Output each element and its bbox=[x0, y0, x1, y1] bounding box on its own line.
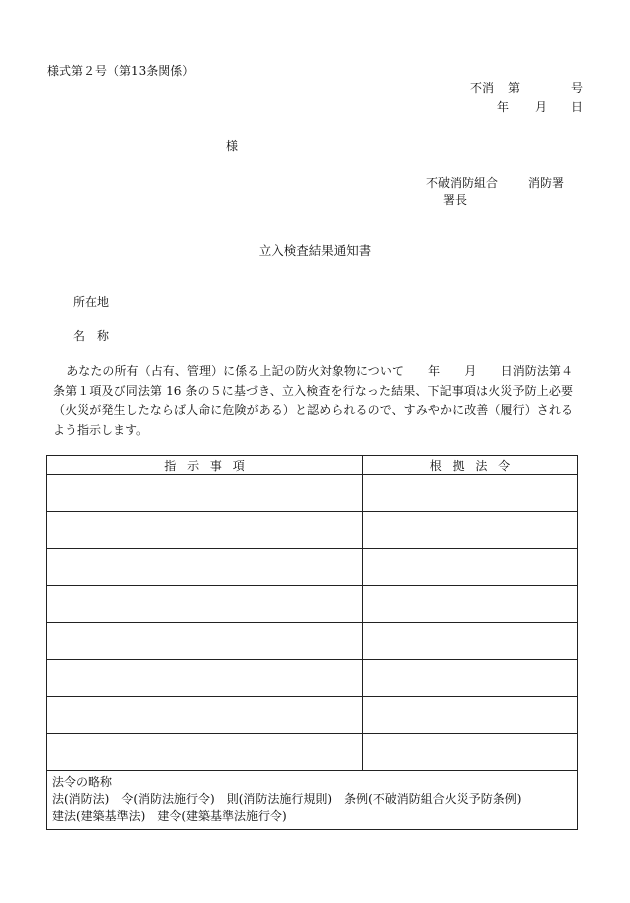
document-title: 立入検査結果通知書 bbox=[258, 243, 372, 258]
legal-basis-cell bbox=[363, 623, 578, 660]
legal-basis-cell bbox=[363, 697, 578, 734]
doc-number-dai: 第 bbox=[508, 81, 521, 95]
table-row bbox=[47, 475, 578, 512]
form-number: 様式第２号（第13条関係） bbox=[47, 64, 195, 78]
abbreviations-row bbox=[47, 771, 578, 830]
instruction-cell bbox=[47, 475, 363, 512]
instruction-cell bbox=[47, 512, 363, 549]
legal-basis-cell bbox=[363, 475, 578, 512]
instruction-cell bbox=[47, 549, 363, 586]
instruction-cell bbox=[47, 734, 363, 771]
date-day: 日 bbox=[571, 100, 584, 114]
issuer-station: 消防署 bbox=[528, 176, 565, 190]
instruction-cell bbox=[47, 697, 363, 734]
date-month: 月 bbox=[535, 100, 548, 114]
addressee-suffix: 様 bbox=[226, 139, 239, 153]
instruction-cell bbox=[47, 623, 363, 660]
abbreviations-line-2: 建法(建築基準法) 建令(建築基準法施行令) bbox=[52, 809, 287, 823]
table-row bbox=[47, 512, 578, 549]
header-legal-basis: 根拠法令 bbox=[363, 456, 578, 475]
legal-basis-cell bbox=[363, 512, 578, 549]
doc-number-prefix: 不消 bbox=[470, 81, 495, 95]
instruction-cell bbox=[47, 660, 363, 697]
abbreviations-line-1: 法(消防法) 令(消防法施行令) 則(消防法施行規則) 条例(不破消防組合火災予防条例) bbox=[52, 792, 522, 806]
instruction-cell bbox=[47, 586, 363, 623]
name-label: 名 称 bbox=[73, 329, 110, 343]
table-header-row bbox=[47, 456, 578, 475]
legal-basis-cell bbox=[363, 549, 578, 586]
table-row bbox=[47, 660, 578, 697]
table-row bbox=[47, 586, 578, 623]
issuer-title: 署長 bbox=[443, 193, 468, 207]
table-row bbox=[47, 549, 578, 586]
abbreviations-heading: 法令の略称 bbox=[52, 775, 113, 789]
location-label: 所在地 bbox=[73, 295, 110, 309]
table-row bbox=[47, 623, 578, 660]
legal-basis-cell bbox=[363, 734, 578, 771]
legal-basis-cell bbox=[363, 660, 578, 697]
abbreviations-cell bbox=[47, 771, 578, 830]
table-row bbox=[47, 734, 578, 771]
legal-basis-cell bbox=[363, 586, 578, 623]
table-row bbox=[47, 697, 578, 734]
body-paragraph: あなたの所有（占有、管理）に係る上記の防火対象物について 年 月 日消防法第４条第１項及び同法第 16 条の５に基づき、立入検査を行なった結果、下記事項は火災予防上必要（火災が発生したならば人命に危険がある）と認められるので、すみやかに改善（履行）されるよう指示します。 bbox=[53, 364, 573, 437]
issuer-org-name: 不破消防組合 bbox=[426, 176, 499, 190]
doc-number-go: 号 bbox=[571, 81, 584, 95]
header-instructions: 指示事項 bbox=[47, 456, 363, 475]
instructions-table bbox=[46, 455, 578, 830]
date-year: 年 bbox=[497, 100, 510, 114]
